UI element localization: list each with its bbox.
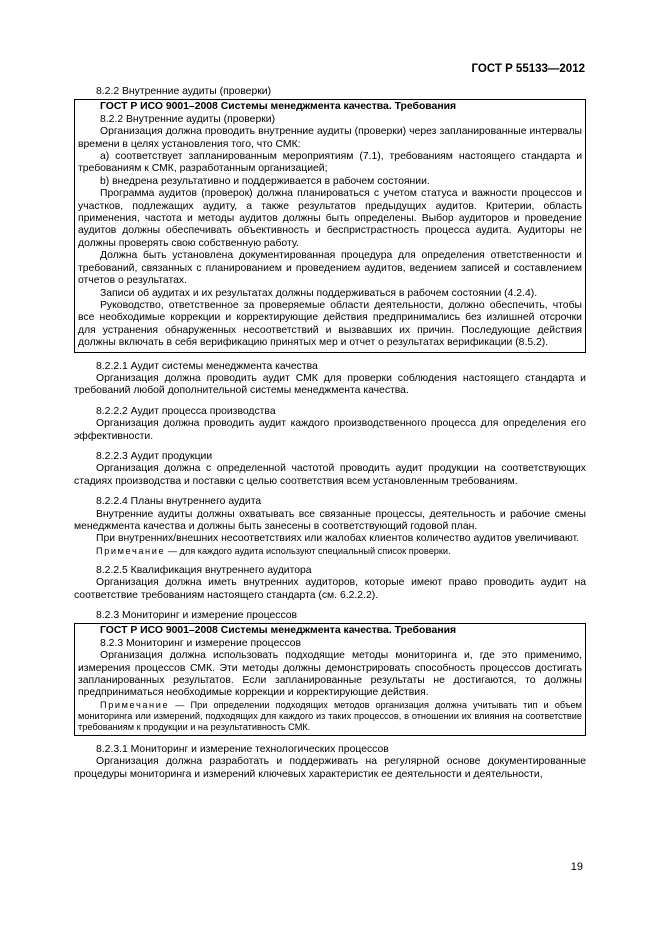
quote-paragraph: Руководство, ответственное за проверяемые области деятельности, должно обеспечить, чтобы все необходимые коррекции и корректирующие действия предпринимались без излишней отсрочки для устранения обнаруженных несоответствий и вызвавших их причин. Последующие действия должны включать в себя верификацию принятых мер и отчет о результатах верификации (8.5.2). — [78, 299, 582, 349]
note — [78, 700, 582, 733]
section-8-2-2-2-title: 8.2.2.2 Аудит процесса производства — [96, 405, 276, 417]
page-number: 19 — [570, 861, 583, 873]
section-8-2-3-1-text: Организация должна разработать и поддерживать на регулярной основе документированные процедуры мониторинга и измерений ключевых характеристик ее деятельности и деятельности, — [74, 756, 586, 780]
section-8-2-2-5-title: 8.2.2.5 Квалификация внутреннего аудитора — [96, 564, 312, 576]
section-8-2-2-2-text: Организация должна проводить аудит каждого производственного процесса для определения его эффективности. — [74, 418, 586, 442]
quote-box-8-2-3 — [74, 623, 586, 735]
note-text: — При определении подходящих методов организация должна учитывать тип и объем мониторинга или измерений, подходящих для каждого из таких процессов, в отношении их влияния на соответствие требованиям к продукции и на результативность СМК. — [78, 699, 582, 732]
section-8-2-3-1-title: 8.2.3.1 Мониторинг и измерение технологических процессов — [96, 743, 389, 755]
quote-paragraph: b) внедрена результативно и поддерживается в рабочем состоянии. — [100, 175, 430, 187]
quote-paragraph: Организация должна проводить внутренние аудиты (проверки) через запланированные интервалы времени в целях установления того, что СМК: — [78, 126, 582, 150]
page-content — [74, 86, 586, 781]
section-8-2-2-title: 8.2.2 Внутренние аудиты (проверки) — [96, 86, 272, 97]
section-8-2-2-3-text: Организация должна с определенной частотой проводить аудит продукции на соответствующих стадиях производства и поставки с целью соответствия всем установленным требованиям. — [74, 463, 586, 487]
note-label: Примечание — [100, 699, 170, 710]
section-8-2-2-5-text: Организация должна иметь внутренних аудиторов, которые имеют право проводить аудит на соответствие требованиям настоящего стандарта (см. 6.2.2.2). — [74, 577, 586, 601]
note-text: — для каждого аудита используют специальный список проверки. — [165, 545, 451, 556]
quote-heading: ГОСТ Р ИСО 9001–2008 Системы менеджмента качества. Требования — [100, 625, 457, 637]
quote-paragraph: Записи об аудитах и их результатах должны поддерживаться в рабочем состоянии (4.2.4). — [100, 287, 538, 299]
section-8-2-2-4-text: При внутренних/внешних несоответствиях или жалобах клиентов количество аудитов увеличивают. — [96, 533, 580, 545]
quote-paragraph: а) соответствует запланированным мероприятиям (7.1), требованиям настоящего стандарта и требованиям к СМК, разработанным организацией; — [78, 151, 582, 175]
section-8-2-2-1-title: 8.2.2.1 Аудит системы менеджмента качества — [96, 360, 318, 372]
quote-heading: ГОСТ Р ИСО 9001–2008 Системы менеджмента качества. Требования — [100, 101, 457, 113]
quote-paragraph: Должна быть установлена документированная процедура для определения ответственности и требований, связанных с планированием и проведением аудитов, ведением записей и составлением отчетов о результатах. — [78, 250, 582, 287]
standard-header: ГОСТ Р 55133—2012 — [471, 63, 585, 75]
section-8-2-2-1-text: Организация должна проводить аудит СМК для проверки соблюдения настоящего стандарта и требований любой дополнительной системы менеджмента качества. — [74, 372, 586, 397]
quote-subtitle: 8.2.2 Внутренние аудиты (проверки) — [100, 113, 276, 125]
quote-paragraph: Программа аудитов (проверок) должна планироваться с учетом статуса и важности процессов и участков, подлежащих аудиту, а также результатов предыдущих аудитов. Критерии, область применения, частота и методы аудитов должны быть определены. Выбор аудиторов и проведение аудитов должны обеспечивать объективность и беспристрастность процесса аудита. Аудиторы не должны проверять свою собственную работу. — [78, 188, 582, 249]
quote-subtitle: 8.2.3 Мониторинг и измерение процессов — [100, 637, 302, 649]
quote-paragraph: Организация должна использовать подходящие методы мониторинга и, где это применимо, измерения процессов СМК. Эти методы должны демонстрировать способность процессов достигать запланированных результатов. Если запланированные результаты не достигаются, то должны предприниматься необходимые коррекции и корректирующие действия. — [78, 650, 582, 699]
note-label: Примечание — [96, 545, 166, 556]
section-8-2-2-4-title: 8.2.2.4 Планы внутреннего аудита — [96, 496, 262, 508]
quote-box-8-2-2 — [74, 99, 586, 352]
note — [74, 546, 586, 557]
section-8-2-2-4-text: Внутренние аудиты должны охватывать все связанные процессы, деятельность и рабочие смены менеджмента качества и должны быть занесены в соответствующий годовой план. — [74, 508, 586, 532]
section-8-2-2-3-title: 8.2.2.3 Аудит продукции — [96, 450, 213, 462]
section-8-2-3-title: 8.2.3 Мониторинг и измерение процессов — [96, 610, 298, 622]
